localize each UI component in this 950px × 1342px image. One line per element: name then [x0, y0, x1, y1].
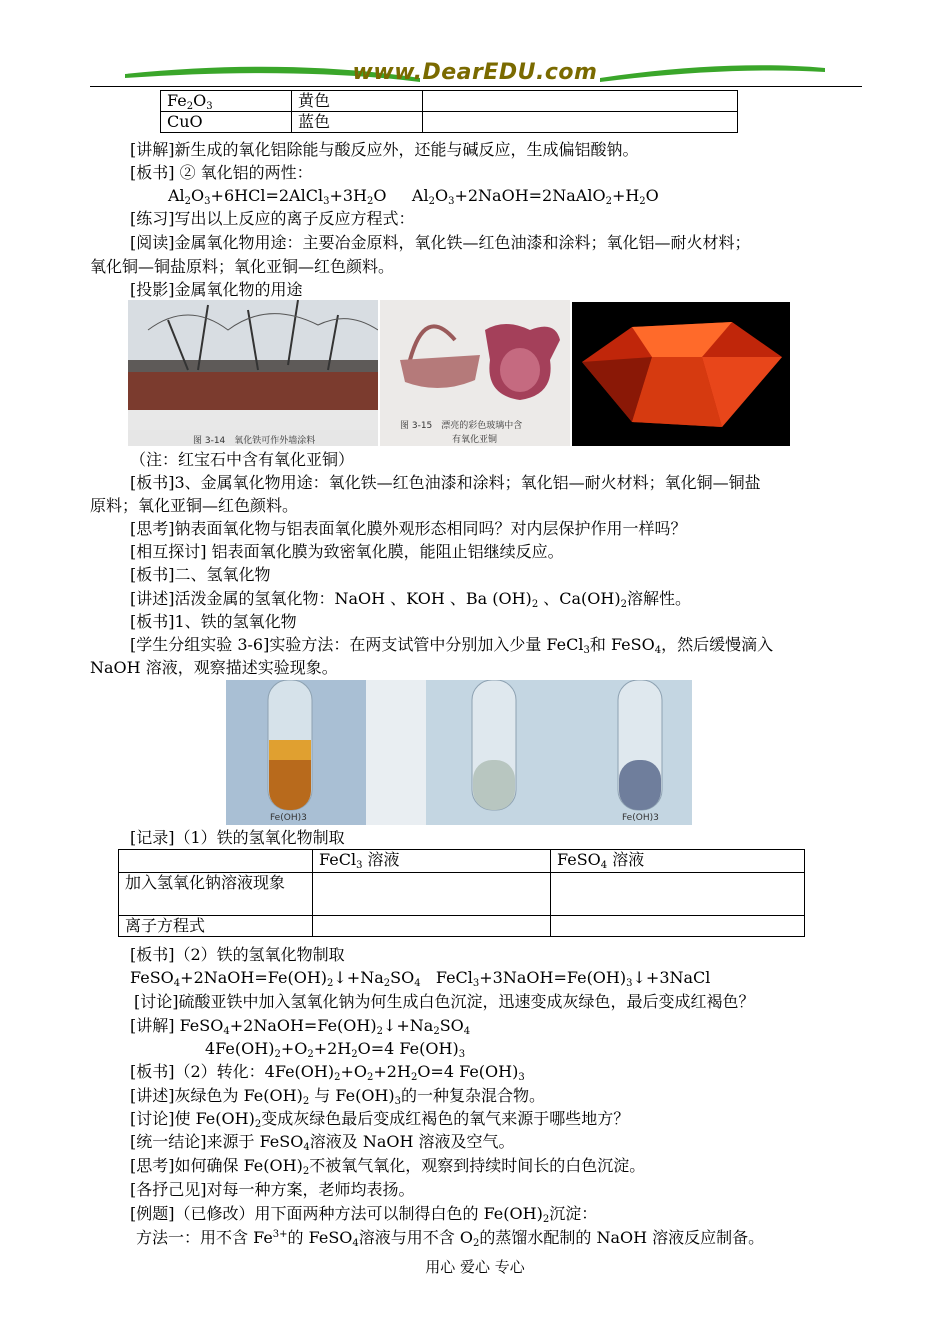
table-cell: 蓝色 — [292, 112, 423, 133]
colored-glass-photo — [380, 300, 570, 446]
text-line: [统一结论]来源于 FeSO$_4$溶液及 NaOH 溶液及空气。 — [130, 1132, 515, 1153]
record-table — [118, 849, 805, 937]
image-caption: 有氧化亚铜 — [452, 435, 498, 445]
text-line: NaOH 溶液，观察描述实验现象。 — [90, 658, 338, 677]
table-row — [119, 850, 805, 873]
text-line: [讲解]新生成的氧化铝除能与酸反应外，还能与碱反应，生成偏铝酸钠。 — [130, 140, 639, 159]
text-line: [阅读]金属氧化物用途：主要冶金原料，氧化铁—红色油漆和涂料；氧化铝—耐火材料； — [130, 233, 751, 252]
text-line: [投影]金属氧化物的用途 — [130, 280, 303, 299]
table-cell: 离子方程式 — [119, 916, 313, 937]
equation-line: $4Fe(OH)_2+O_2+2H_2O=4$ $Fe(OH)_3$ — [205, 1039, 466, 1060]
text-line: [练习]写出以上反应的离子反应方程式： — [130, 209, 415, 228]
image-caption: 图 3-14 氧化铁可作外墙涂料 — [193, 436, 316, 446]
text-line: [板书]1、铁的氢氧化物 — [130, 612, 297, 631]
header-rule — [90, 86, 862, 87]
table-cell: 加入氢氧化钠溶液现象 — [119, 873, 313, 916]
table-row — [161, 91, 738, 112]
table-cell — [313, 916, 551, 937]
text-line: [板书]3、金属氧化物用途：氧化铁—红色油漆和涂料；氧化铝—耐火材料；氧化铜—铜盐 — [130, 473, 761, 492]
table-header: FeSO$_4$ 溶液 — [551, 850, 805, 873]
table-cell: 黄色 — [292, 91, 423, 112]
table-cell — [551, 916, 805, 937]
tube-label: Fe(OH)3 — [622, 813, 659, 823]
wall-coating-photo — [128, 300, 378, 446]
table-row — [161, 112, 738, 133]
table-cell — [313, 873, 551, 916]
equation-line: $Al_2O_3+6HCl=2AlCl_3+3H_2O$ $Al_2O_3+2NaOH=2NaAlO_2+H_2O$ — [168, 186, 659, 207]
table-cell: $Fe_2O_3$ — [161, 91, 292, 112]
text-line: [讲述]灰绿色为 $Fe(OH)_2$ 与 $Fe(OH)_3$的一种复杂混合物。 — [130, 1086, 546, 1107]
text-line: [讨论]硫酸亚铁中加入氢氧化钠为何生成白色沉淀，迅速变成灰绿色，最后变成红褐色？ — [134, 992, 755, 1011]
tube-label: Fe(OH)3 — [270, 813, 307, 823]
text-line: [讨论]使 $Fe(OH)_2$变成灰绿色最后变成红褐色的氧气来源于哪些地方？ — [130, 1109, 630, 1130]
text-line: [例题]（已修改）用下面两种方法可以制得白色的 $Fe(OH)_2$沉淀： — [130, 1204, 598, 1225]
ruby-photo — [572, 302, 790, 446]
text-line: 原料；氧化亚铜—红色颜料。 — [90, 496, 299, 515]
table-cell — [423, 112, 738, 133]
table-row — [119, 873, 805, 916]
equation-line: $FeSO_4+2NaOH=Fe(OH)_2↓+Na_2SO_4$ $FeCl_3+3NaOH=Fe(OH)_3↓+3NaCl$ — [130, 968, 711, 989]
table-row — [119, 916, 805, 937]
text-line: [思考]钠表面氧化物与铝表面氧化膜外观形态相同吗？对内层保护作用一样吗？ — [130, 519, 687, 538]
text-line: （注：红宝石中含有氧化亚铜） — [130, 450, 355, 469]
table-cell: CuO — [161, 112, 292, 133]
wall-photo-drawing — [128, 300, 378, 446]
text-line: [记录]（1）铁的氢氧化物制取 — [130, 828, 345, 847]
text-line: [各抒己见]对每一种方案，老师均表扬。 — [130, 1180, 415, 1199]
test-tube-photo — [226, 680, 692, 825]
text-line: [思考]如何确保 $Fe(OH)_2$不被氧气氧化，观察到持续时间长的白色沉淀。 — [130, 1156, 646, 1177]
page-footer: 用心 爱心 专心 — [425, 1258, 525, 1276]
text-line: [板书]二、氢氧化物 — [130, 565, 271, 584]
table-cell — [119, 850, 313, 873]
table-header: FeCl$_3$ 溶液 — [313, 850, 551, 873]
text-line: [学生分组实验 3-6]实验方法：在两支试管中分别加入少量 FeCl$_3$和 FeSO$_4$，然后缓慢滴入 — [130, 635, 774, 656]
text-line: 方法一：用不含 $Fe^{3+}$的 FeSO$_4$溶液与用不含 $O_2$的蒸馏水配制的 NaOH 溶液反应制备。 — [136, 1228, 765, 1249]
oxide-color-table — [160, 90, 738, 133]
equation-line: [讲解] $FeSO_4+2NaOH=Fe(OH)_2↓+Na_2SO_4$ — [130, 1016, 471, 1037]
table-cell — [551, 873, 805, 916]
text-line: [讲述]活泼金属的氢氧化物：NaOH 、KOH 、Ba $(OH)_2$ 、$Ca(OH)_2$溶解性。 — [130, 589, 692, 610]
ruby-drawing — [572, 302, 790, 446]
test-tube-drawing — [226, 680, 692, 825]
table-cell — [423, 91, 738, 112]
text-line: [相互探讨] 铝表面氧化膜为致密氧化膜，能阻止铝继续反应。 — [130, 542, 564, 561]
text-line: 氧化铜—铜盐原料；氧化亚铜—红色颜料。 — [90, 257, 395, 276]
image-caption: 图 3-15 漂亮的彩色玻璃中含 — [400, 421, 523, 431]
equation-line: [板书]（2）转化：$4Fe(OH)_2+O_2+2H_2O=4$ $Fe(OH)_3$ — [130, 1062, 525, 1083]
text-line: [板书] ② 氧化铝的两性： — [130, 163, 313, 182]
text-line: [板书]（2）铁的氢氧化物制取 — [130, 945, 345, 964]
site-url[interactable]: www.DearEDU.com — [352, 60, 598, 85]
